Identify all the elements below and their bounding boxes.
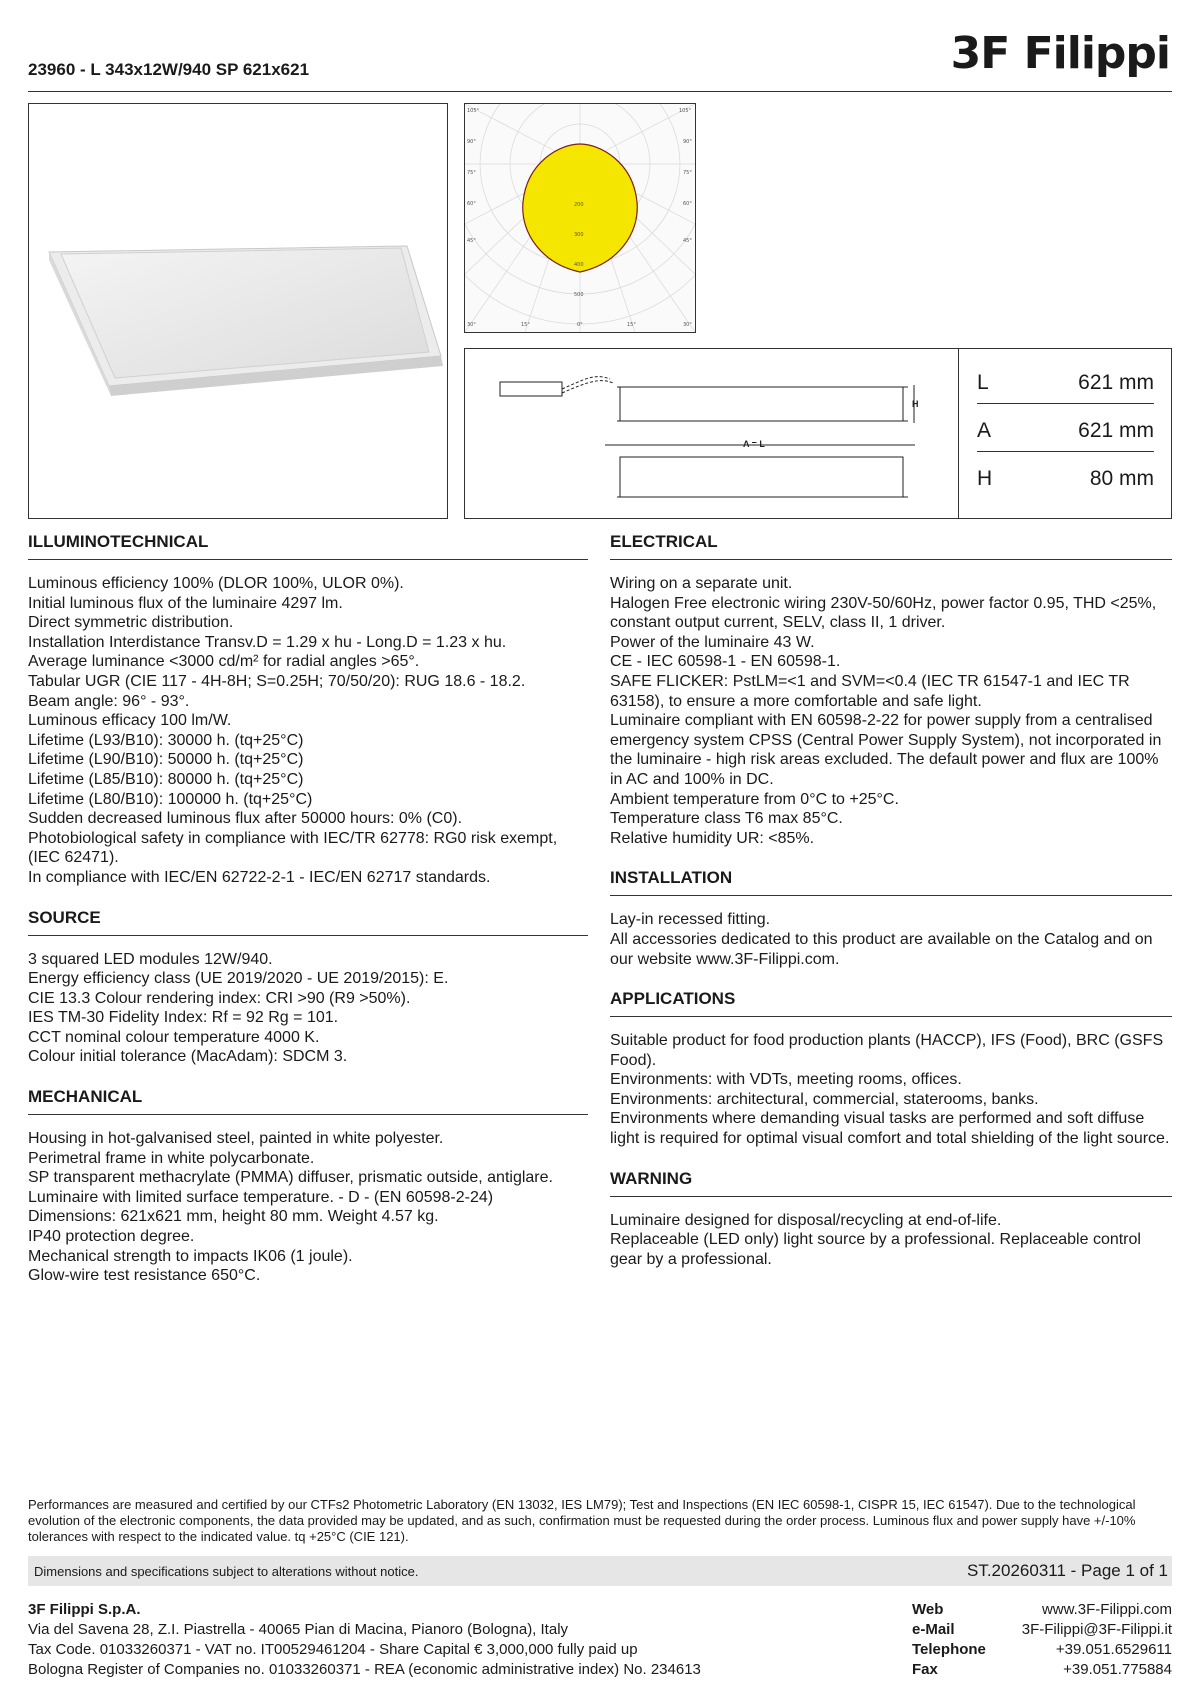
- dimensions-table: [958, 349, 1172, 518]
- contact-label: Fax: [912, 1661, 938, 1678]
- section-heading: MECHANICAL: [28, 1087, 588, 1115]
- section-line: Suitable product for food production plants (HACCP), IFS (Food), BRC (GSFS Food).: [610, 1032, 1164, 1069]
- polar-label: 90°: [683, 139, 692, 145]
- contact-label: e-Mail: [912, 1621, 955, 1638]
- contact-web[interactable]: www.3F-Filippi.com: [1041, 1601, 1172, 1618]
- section-line: Perimetral frame in white polycarbonate.: [28, 1149, 315, 1167]
- header-divider: [28, 91, 1172, 92]
- section-line: Installation Interdistance Transv.D = 1.29 x hu - Long.D = 1.23 x hu.: [28, 633, 507, 651]
- section-line: Replaceable (LED only) light source by a professional. Replaceable control gear by a professional.: [610, 1231, 1141, 1268]
- section-line: CCT nominal colour temperature 4000 K.: [28, 1028, 320, 1046]
- section-body: [610, 574, 1172, 848]
- polar-diagram-frame: [464, 103, 696, 333]
- section-heading: SOURCE: [28, 908, 588, 936]
- section-line: Glow-wire test resistance 650°C.: [28, 1267, 261, 1285]
- product-image-frame: [28, 103, 448, 519]
- dimension-key: A: [977, 419, 992, 442]
- polar-label: 0°: [577, 322, 583, 328]
- section-line: Temperature class T6 max 85°C.: [610, 810, 843, 828]
- polar-label: 45°: [683, 238, 692, 244]
- dimension-row-l: [977, 371, 1154, 404]
- polar-label: 105°: [679, 108, 692, 114]
- footer-disclaimer: Performances are measured and certified by our CTFs2 Photometric Laboratory (EN 13032, IES LM79); Test and Inspections (EN IEC 60598-1, CISPR 15, IEC 61547). Due to the technological evolution of the electronic components, the data provided may be updated, and as such, confirmation must be requested during the order process. Luminous flux and power supply have +/-10% tolerances with respect to the indicated value. tq +25°C (CIE 121).: [28, 1497, 1136, 1544]
- product-image: [29, 104, 447, 518]
- section-heading: ELECTRICAL: [610, 532, 1172, 560]
- dimension-value: 621 mm: [1078, 419, 1154, 442]
- company-address: Via del Savena 28, Z.I. Piastrella - 40065 Pian di Macina, Pianoro (Bologna), Italy: [28, 1621, 569, 1638]
- section-line: Luminous efficacy 100 lm/W.: [28, 712, 232, 730]
- section-line: Ambient temperature from 0°C to +25°C.: [610, 790, 899, 808]
- dimension-row-a: [977, 419, 1154, 452]
- section-line: IP40 protection degree.: [28, 1228, 195, 1246]
- dimension-drawing: [465, 349, 955, 518]
- brand-logo: 3F Filippi: [950, 28, 1170, 79]
- section-line: Lifetime (L85/B10): 80000 h. (tq+25°C): [28, 770, 304, 788]
- company-register: Bologna Register of Companies no. 01033260371 - REA (economic administrative index) No. 234613: [28, 1661, 701, 1678]
- company-name: 3F Filippi S.p.A.: [28, 1601, 141, 1618]
- section-line: Halogen Free electronic wiring 230V-50/60Hz, power factor 0.95, THD <25%, constant output current, SELV, class II, 1 driver.: [610, 594, 1157, 632]
- section-line: Tabular UGR (CIE 117 - 4H-8H; S=0.25H; 70/50/20): RUG 18.6 - 18.2.: [28, 672, 526, 690]
- contact-telephone: +39.051.6529611: [1055, 1641, 1172, 1658]
- contact-fax: +39.051.775884: [1063, 1661, 1172, 1678]
- section-heading: WARNING: [610, 1169, 1172, 1197]
- section-line: Relative humidity UR: <85%.: [610, 829, 815, 847]
- contact-labels: [912, 1600, 986, 1680]
- section-body: [610, 1211, 1172, 1270]
- polar-ring-label: 500: [574, 292, 584, 298]
- dimension-value: 621 mm: [1078, 371, 1154, 394]
- section-body: [28, 1129, 588, 1286]
- polar-ring-label: 400: [574, 262, 584, 268]
- section-line: Energy efficiency class (UE 2019/2020 - UE 2019/2015): E.: [28, 970, 449, 988]
- section-line: In compliance with IEC/EN 62722-2-1 - IEC/EN 62717 standards.: [28, 868, 491, 886]
- section-line: Direct symmetric distribution.: [28, 614, 234, 632]
- section-body: [28, 574, 588, 888]
- section-line: Housing in hot-galvanised steel, painted in white polyester.: [28, 1130, 444, 1148]
- section-line: SAFE FLICKER: PstLM=<1 and SVM=<0.4 (IEC TR 61547-1 and IEC TR 63158), to ensure a more comfortable and safe light.: [610, 672, 1130, 710]
- section-heading: APPLICATIONS: [610, 989, 1172, 1017]
- section-line: Sudden decreased luminous flux after 50000 hours: 0% (C0).: [28, 810, 463, 828]
- section-line: Colour initial tolerance (MacAdam): SDCM 3.: [28, 1048, 348, 1066]
- dimension-key: H: [977, 467, 993, 490]
- section-heading: ILLUMINOTECHNICAL: [28, 532, 588, 560]
- section-line: SP transparent methacrylate (PMMA) diffuser, prismatic outside, antiglare.: [28, 1169, 553, 1187]
- section-line: Lifetime (L93/B10): 30000 h. (tq+25°C): [28, 731, 304, 749]
- notice-text: Dimensions and specifications subject to alterations without notice.: [34, 1564, 419, 1579]
- section-line: Wiring on a separate unit.: [610, 575, 793, 592]
- notice-bar: [28, 1556, 1172, 1586]
- section-line: Average luminance <3000 cd/m² for radial angles >65°.: [28, 653, 420, 671]
- polar-label: 60°: [683, 201, 692, 207]
- contact-email[interactable]: 3F-Filippi@3F-Filippi.it: [1021, 1621, 1172, 1638]
- polar-label: 30°: [683, 322, 692, 328]
- section-line: 3 squared LED modules 12W/940.: [28, 950, 273, 968]
- section-line: Lay-in recessed fitting.: [610, 911, 771, 929]
- section-line: Dimensions: 621x621 mm, height 80 mm. Weight 4.57 kg.: [28, 1208, 439, 1226]
- section-body: [28, 950, 588, 1068]
- contact-label: Web: [912, 1601, 944, 1618]
- document-reference: ST.20260311 - Page 1 of 1: [966, 1561, 1168, 1580]
- section-line: Photobiological safety in compliance with IEC/TR 62778: RG0 risk exempt, (IEC 62471).: [28, 829, 558, 867]
- section-line: Lifetime (L90/B10): 50000 h. (tq+25°C): [28, 751, 304, 769]
- drawing-label-al: A = L: [743, 439, 765, 449]
- polar-label: 90°: [467, 139, 476, 145]
- section-line: All accessories dedicated to this product are available on the Catalog and on our website www.3F-Filippi.com.: [610, 930, 1153, 968]
- polar-label: 30°: [467, 322, 476, 328]
- polar-label: 75°: [683, 170, 692, 176]
- section-line: Luminaire with limited surface temperature. - D - (EN 60598-2-24): [28, 1188, 494, 1206]
- right-column: [610, 532, 1172, 1289]
- section-body: [610, 1031, 1172, 1149]
- contact-values: [1022, 1600, 1172, 1680]
- company-info: [28, 1600, 701, 1680]
- section-line: Environments: architectural, commercial, staterooms, banks.: [610, 1090, 1039, 1108]
- polar-label: 75°: [467, 170, 476, 176]
- section-line: Power of the luminaire 43 W.: [610, 633, 815, 651]
- polar-ring-label: 300: [574, 232, 584, 238]
- section-heading: INSTALLATION: [610, 868, 1172, 896]
- dimension-value: 80 mm: [1089, 467, 1154, 490]
- section-line: Luminaire designed for disposal/recycling at end-of-life.: [610, 1211, 1002, 1229]
- company-tax: Tax Code. 01033260371 - VAT no. IT00529461204 - Share Capital € 3,000,000 fully paid up: [28, 1641, 638, 1658]
- section-line: Environments: with VDTs, meeting rooms, offices.: [610, 1071, 962, 1089]
- section-line: Environments where demanding visual tasks are performed and soft diffuse light is required for optimal visual comfort and total shielding of the light source.: [610, 1110, 1170, 1148]
- polar-label: 15°: [627, 322, 636, 328]
- left-column: [28, 532, 588, 1306]
- dimension-key: L: [977, 371, 989, 394]
- section-line: Luminaire compliant with EN 60598-2-22 for power supply from a centralised emergency system CPSS (Central Power Supply System), not incorporated in the luminaire - high risk areas excluded. The default power and flux are 100% in AC and 100% in DC.: [610, 712, 1162, 788]
- section-line: IES TM-30 Fidelity Index: Rf = 92 Rg = 101.: [28, 1009, 339, 1027]
- polar-label: 60°: [467, 201, 476, 207]
- polar-diagram: [465, 104, 695, 332]
- section-line: Luminous efficiency 100% (DLOR 100%, ULOR 0%).: [28, 575, 404, 592]
- section-line: Mechanical strength to impacts IK06 (1 joule).: [28, 1247, 353, 1265]
- polar-label: 45°: [467, 238, 476, 244]
- polar-label: 15°: [521, 322, 530, 328]
- section-body: [610, 910, 1172, 969]
- product-title: 23960 - L 343x12W/940 SP 621x621: [28, 60, 310, 79]
- section-line: Initial luminous flux of the luminaire 4297 lm.: [28, 594, 343, 612]
- section-line: CIE 13.3 Colour rendering index: CRI >90 (R9 >50%).: [28, 989, 411, 1007]
- section-line: Beam angle: 96° - 93°.: [28, 692, 190, 710]
- section-line: Lifetime (L80/B10): 100000 h. (tq+25°C): [28, 790, 313, 808]
- polar-ring-label: 200: [574, 202, 584, 208]
- contact-label: Telephone: [912, 1641, 986, 1658]
- polar-label: 105°: [467, 108, 480, 114]
- dimensions-frame: [464, 348, 1172, 519]
- section-line: CE - IEC 60598-1 - EN 60598-1.: [610, 653, 841, 671]
- photometric-curve: [523, 144, 638, 272]
- dimension-row-h: [977, 467, 1154, 499]
- drawing-label-h: H: [912, 399, 919, 409]
